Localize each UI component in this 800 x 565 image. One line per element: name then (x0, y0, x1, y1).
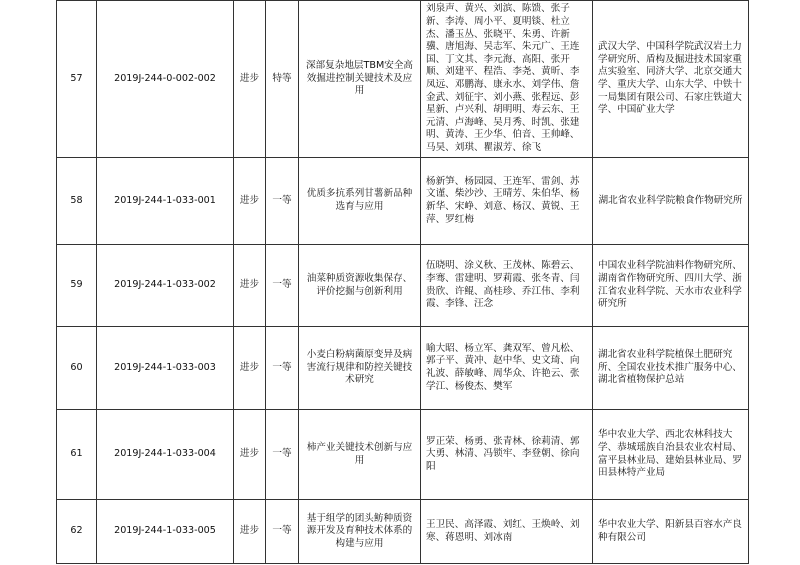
completion-units: 湖北省农业科学院植保土肥研究所、全国农业技术推广服务中心、湖北省植物保护总站 (593, 327, 749, 410)
project-name: 柿产业关键技术创新与应用 (299, 410, 421, 500)
table-row (57, 500, 749, 564)
project-name: 油菜种质资源收集保存、评价挖掘与创新利用 (299, 245, 421, 327)
project-name: 小麦白粉病菌原变异及病害流行规律和防控关键技术研究 (299, 327, 421, 410)
award-grade: 一等 (266, 327, 299, 410)
completion-people: 伍晓明、涂义秋、王茂林、陈碧云、李骞、雷建明、罗莉霞、张冬青、闫贵欣、许鲲、高桂珍、乔江伟、李利霞、李锋、汪念 (421, 245, 593, 327)
project-name: 优质多抗系列甘薯新品种选育与应用 (299, 158, 421, 245)
award-grade: 特等 (266, 1, 299, 158)
project-code: 2019J-244-0-002-002 (97, 1, 234, 158)
project-name: 基于组学的团头鲂种质资源开发及育种技术体系的构建与应用 (299, 500, 421, 564)
table-row (57, 245, 749, 327)
completion-people: 杨新笋、杨园园、王连军、雷剑、苏文谨、柴沙沙、王晴芳、朱伯华、杨新华、宋峥、刘意、杨汉、黄锐、王萍、罗红梅 (421, 158, 593, 245)
project-code: 2019J-244-1-033-003 (97, 327, 234, 410)
table-row (57, 410, 749, 500)
table-row (57, 1, 749, 158)
row-number: 58 (57, 158, 97, 245)
completion-people: 喻大昭、杨立军、龚双军、曾凡松、郭子平、黄冲、赵中华、史文琦、向礼波、薛敏峰、周华众、许艳云、张学江、杨俊杰、樊军 (421, 327, 593, 410)
award-category: 进步 (234, 327, 266, 410)
completion-units: 中国农业科学院油料作物研究所、湖南省作物研究所、四川大学、浙江省农业科学院、天水市农业科学研究所 (593, 245, 749, 327)
row-number: 59 (57, 245, 97, 327)
completion-units: 华中农业大学、西北农林科技大学、恭城瑶族自治县农业农村局、富平县林业局、建始县林业局、罗田县林特产业局 (593, 410, 749, 500)
row-number: 62 (57, 500, 97, 564)
award-category: 进步 (234, 410, 266, 500)
award-category: 进步 (234, 245, 266, 327)
completion-people: 王卫民、高泽霞、刘红、王焕岭、刘寒、蒋恩明、刘冰南 (421, 500, 593, 564)
project-name: 深部复杂地层TBM安全高效掘进控制关键技术及应用 (299, 1, 421, 158)
award-grade: 一等 (266, 410, 299, 500)
project-code: 2019J-244-1-033-005 (97, 500, 234, 564)
completion-units: 武汉大学、中国科学院武汉岩土力学研究所、盾构及掘进技术国家重点实验室、同济大学、北京交通大学、重庆大学、山东大学、中铁十一局集团有限公司、石家庄铁道大学、中国矿业大学 (593, 1, 749, 158)
row-number: 60 (57, 327, 97, 410)
completion-units: 湖北省农业科学院粮食作物研究所 (593, 158, 749, 245)
row-number: 57 (57, 1, 97, 158)
project-code: 2019J-244-1-033-004 (97, 410, 234, 500)
awards-table (56, 0, 749, 564)
table-row (57, 327, 749, 410)
project-code: 2019J-244-1-033-002 (97, 245, 234, 327)
completion-people: 罗正荣、杨勇、张青林、徐莉清、郭大勇、林清、冯锁牢、李登朝、徐向阳 (421, 410, 593, 500)
completion-people: 刘泉声、黄兴、刘滨、陈馈、张子新、李涛、周小平、夏明锬、杜立杰、潘玉丛、张晓平、朱勇、许新骥、唐旭海、吴志军、朱元广、王连国、丁文其、李元海、高阳、张开顺、刘建平、程浩、李尧、黄昕、李凤远、邓鹏海、康永水、刘学伟、詹金武、刘征宇、刘小燕、张程远、彭星新、卢兴利、胡明明、寿云东、王元清、卢海峰、吴月秀、时凯、张建明、黄涛、王少华、伯音、王帅峰、马昊、刘琪、瞿淑芳、徐飞 (421, 1, 593, 158)
completion-units: 华中农业大学、阳新县百容水产良种有限公司 (593, 500, 749, 564)
award-category: 进步 (234, 1, 266, 158)
row-number: 61 (57, 410, 97, 500)
award-grade: 一等 (266, 500, 299, 564)
table-row (57, 158, 749, 245)
award-category: 进步 (234, 158, 266, 245)
award-category: 进步 (234, 500, 266, 564)
award-grade: 一等 (266, 158, 299, 245)
project-code: 2019J-244-1-033-001 (97, 158, 234, 245)
award-grade: 一等 (266, 245, 299, 327)
